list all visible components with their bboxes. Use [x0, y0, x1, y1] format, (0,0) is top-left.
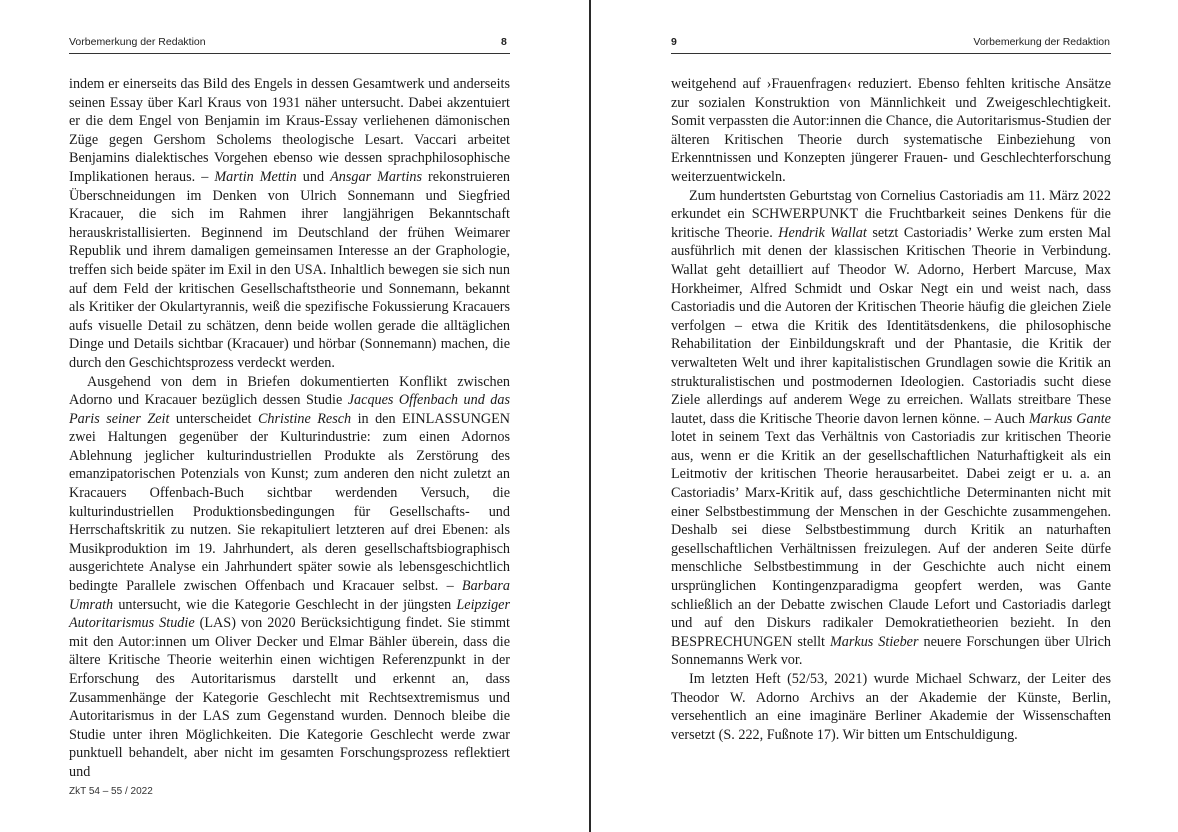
text-run: rekonstruieren Überschneidungen im Denken von Ulrich Sonnemann und Siegfried Kracauer, die sich im Rahmen ihrer langjährigen Bekanntschaft herauskristallisierten. Beginnend im Deutschland der frühen Weimarer Republik und ihrem damaligen gemeinsamen Interesse an der Graphologie, treffen sich beide später im Exil in den USA. Inhaltlich bewegen sie sich nun auf dem Feld der kritischen Gesellschaftstheorie und Sonnemann, bekannt als Kritiker der Okulartyrannis, weiß die spezifische Fokussierung Kracauers aufs visuelle Detail zu schätzen, denn beide wollen gerade die alltäglichen Dinge und Details sichtbar (Kracauer) und hörbar (Sonnemann) machen, die durch den Geschichtsprozess verdeckt werden.: [69, 168, 510, 371]
running-title-left: Vorbemerkung der Redaktion: [69, 36, 206, 48]
text-run: unterscheidet: [169, 410, 258, 427]
paragraph: [671, 670, 1111, 744]
italic-name: Ansgar Martins: [330, 168, 423, 185]
text-run: Ausgehend von dem in Briefen dokumentierten Konflikt zwischen Adorno und Kracauer bezüglich dessen Studie: [69, 373, 510, 409]
paragraph: [69, 373, 510, 782]
running-title-right: Vorbemerkung der Redaktion: [973, 36, 1110, 48]
text-run: weitgehend auf ›Frauenfragen‹ reduziert. Ebenso fehlten kritische Ansätze zur sozialen Konstruktion von Männlichkeit und Zweigeschlechtigkeit. Somit verpassten die Autor:innen die Chance, die Autoritarismus-Studien der älteren Kritischen Theorie durch systematische Einbeziehung von Erkenntnissen und Konzepten jüngerer Frauen- und Geschlechterforschung weiterzuentwickeln.: [671, 76, 1111, 185]
italic-name: Markus Gante: [1028, 410, 1111, 427]
italic-name: Barbara Umrath: [69, 578, 510, 613]
paragraph: [671, 75, 1111, 187]
text-run: indem er einerseits das Bild des Engels in dessen Gesamtwerk und anderseits seinen Essay über Karl Kraus von 1931 näher untersucht. Dabei akzentuiert er die dem Engel von Benjamin im Kraus-Essay verliehenen dämonischen Züge gegen Gershom Scholems theologische Lesart. Vaccari arbeitet Benjamins dialektisches Vorgehen ebenso wie dessen sprachphilosophische Implikationen heraus. –: [69, 76, 510, 185]
journal-footer: ZkT 54 – 55 / 2022: [69, 786, 153, 797]
body-text-right: [671, 75, 1111, 744]
text-run: untersucht, wie die Kategorie Geschlecht in der jüngsten: [113, 596, 457, 613]
header-rule-left: [69, 53, 510, 54]
right-page: [591, 0, 1178, 832]
page-number-left: 8: [501, 36, 507, 48]
paragraph: [69, 75, 510, 373]
page-number-right: 9: [671, 36, 677, 48]
text-run: (LAS) von 2020 Berücksichtigung findet. Sie stimmt mit den Autor:innen um Oliver Decker und Elmar Bähler überein, dass die ältere Kritische Theorie weiterhin einen wichtigen Referenzpunkt in der Erforschung des Autoritarismus darstellt und erkennt an, dass Zusammenhänge der Kategorie Geschlecht mit Rechtsextremismus und Autoritarismus in der LAS zum Gegenstand wurden. Dennoch bleibe die Studie unter ihren Möglichkeiten. Die Kategorie Geschlecht werde zwar punktuell behandelt, aber nicht im gesamten Forschungsprozess reflektiert und: [69, 615, 510, 780]
text-run: Zum hundertsten Geburtstag von Cornelius Castoriadis am 11. März 2022 erkundet ein SCHWERPUNKT die Fruchtbarkeit seines Denkens für die kritische Theorie.: [671, 187, 1111, 241]
text-run: in den EINLASSUNGEN zwei Haltungen gegenüber der Kulturindustrie: zum einen Adornos Ablehnung jeglicher kulturindustriellen Produkte als Zerstörung des emanzipatorischen Potenzials von Kunst; zum anderen den nicht zuletzt an Kracauers Offenbach-Buch sichtbar werdenden Versuch, die kulturindustriellen Produktionsbedingungen für Gesellschafts- und Herrschaftskritik zu nutzen. Sie rekapituliert letzteren auf drei Ebenen: als Musikproduktion im 19. Jahrhundert, als deren gesellschaftsbiographisch ausgerichtete Analyse ein Jahrhundert später sowie als lebensgeschichtlich bedingte Parallele zwischen Offenbach und Kracauer selbst. –: [69, 410, 510, 595]
italic-name: Markus Stieber: [829, 633, 919, 650]
italic-name: Martin Mettin: [214, 168, 297, 185]
text-run: setzt Castoriadis’ Werke zum ersten Mal ausführlich mit denen der klassischen Kritischen Theorie in Verbindung. Wallat geht detailliert auf Theodor W. Adorno, Herbert Marcuse, Max Horkheimer, Alfred Schmidt und Oskar Negt ein und weist nach, dass Castoriadis und die Autoren der Kritischen Theorie häufig die gleichen Ziele verfolgen – etwa die Kritik des Identitätsdenkens, die philosophische Rehabilitation der Einbildungskraft und der Phantasie, die Kritik der verwalteten Welt und ihrer kapitalistischen Grundlagen sowie die Kritik an strukturalistischen und postmodernen Ideologien. Castoriadis sucht diese Ziele allerdings auf anderem Wege zu erreichen. Wallats streitbare These lautet, dass die Kritische Theorie davon lernen könne. – Auch: [671, 224, 1111, 427]
body-text-left: [69, 75, 510, 782]
italic-name: Jacques Offenbach und das Paris seiner Zeit: [69, 392, 510, 427]
text-run: Im letzten Heft (52/53, 2021) wurde Michael Schwarz, der Leiter des Theodor W. Adorno Archivs an der Akademie der Künste, Berlin, versehentlich an eine imaginäre Berliner Akademie der Wissenschaften versetzt (S. 222, Fußnote 17). Wir bitten um Entschuldigung.: [671, 671, 1111, 743]
text-run: lotet in seinem Text das Verhältnis von Castoriadis zur kritischen Theorie aus, wenn er die Kritik an der gesellschaftlichen Naturhaftigkeit als ein Leitmotiv der kritischen Theorie herausarbeitet. Dabei zeigt er u. a. an Castoriadis’ Marx-Kritik auf, dass geschichtliche Determinanten nicht mit einer Selbstbestimmung der Menschen in der Geschichte zusammengehen. Deshalb sei diese Selbstbestimmung durch Kritik an naturhaften gesellschaftlichen Verhältnissen freizulegen. Auf der anderen Seite dürfe menschliche Selbstbestimmung in der Geschichte auch nicht einem ursprünglichen Kontingenzparadigma geopfert werden, was Gante schließlich an der Debatte zwischen Claude Lefort und Castoriadis darlegt und auf den Diskurs radikaler Demokratietheorien bezieht. In den BESPRECHUNGEN stellt: [671, 429, 1111, 650]
text-run: neuere Forschungen über Ulrich Sonnemanns Werk vor.: [671, 633, 1111, 669]
paragraph: [671, 187, 1111, 670]
italic-name: Hendrik Wallat: [778, 224, 867, 241]
italic-name: Leipziger Autoritarismus Studie: [69, 596, 510, 632]
header-rule-right: [671, 53, 1111, 54]
text-run: und: [296, 168, 331, 185]
italic-name: Christine Resch: [257, 410, 352, 427]
